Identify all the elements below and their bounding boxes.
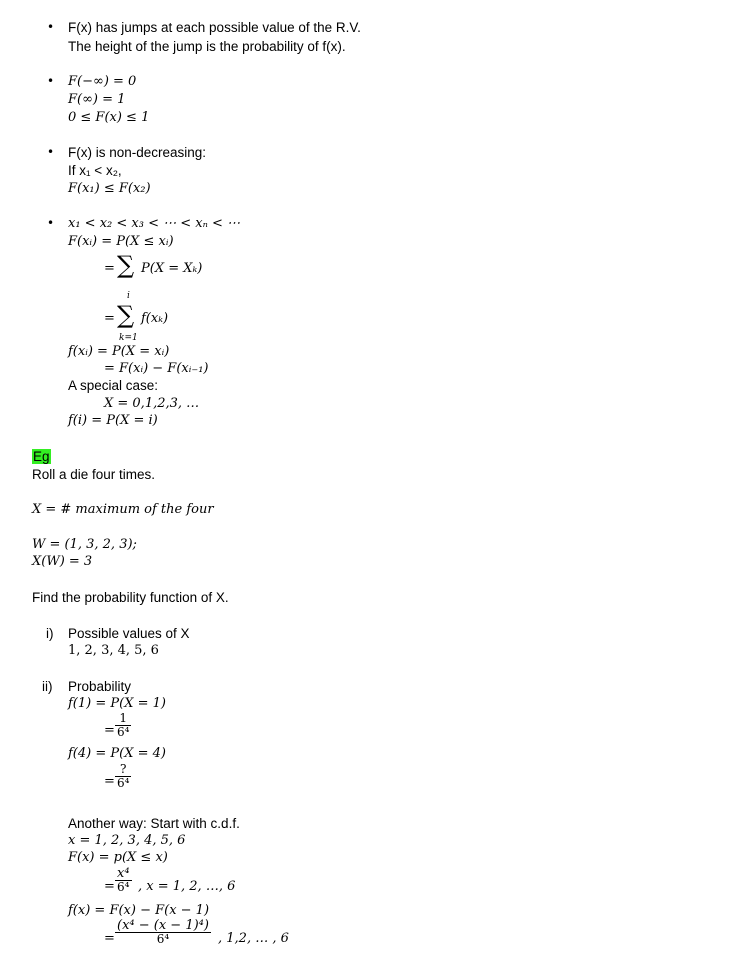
math-line: f(1) = P(X = 1)	[68, 696, 166, 711]
text-line: Probability	[68, 679, 132, 694]
bullet-dot: •	[47, 20, 55, 34]
text-line: Find the probability function of X.	[32, 590, 229, 605]
fraction-numerator: x⁴	[117, 866, 130, 881]
fraction	[115, 867, 132, 894]
math-line: X(W) = 3	[32, 554, 93, 569]
fraction	[115, 763, 131, 790]
math-line: x₁ < x₂ < x₃ < ⋯ < xₙ < ⋯	[68, 216, 241, 231]
equals-sign: =	[104, 931, 115, 946]
math-line: W = (1, 3, 2, 3);	[32, 537, 137, 552]
math-line: F(−∞) = 0	[68, 74, 137, 89]
text-line: If x₁ < x₂,	[68, 163, 122, 178]
equals-sign: =	[104, 261, 115, 276]
text-line: The height of the jump is the probability of f(x).	[68, 39, 346, 54]
equals-sign: =	[104, 879, 115, 894]
text-line: Possible values of X	[68, 626, 190, 641]
summation-symbol: ∑	[117, 301, 135, 329]
math-line: F(x) = p(X ≤ x)	[68, 850, 168, 865]
text-line: Another way: Start with c.d.f.	[68, 816, 240, 831]
list-marker: i)	[46, 626, 54, 641]
math-line: 1, 2, 3, 4, 5, 6	[68, 643, 159, 658]
fraction-numerator: (x⁴ − (x − 1)⁴)	[117, 918, 209, 933]
fraction-numerator: ?	[115, 763, 131, 777]
math-line: f(i) = P(X = i)	[68, 413, 158, 428]
math-line: = F(xᵢ) − F(xᵢ₋₁)	[104, 361, 209, 376]
math-line: x = 1, 2, 3, 4, 5, 6	[68, 833, 186, 848]
fraction-denominator: 6⁴	[117, 725, 130, 739]
fraction-denominator: 6⁴	[117, 776, 130, 790]
list-marker: ii)	[42, 679, 53, 694]
summation-symbol: ∑	[117, 251, 135, 279]
text-line: F(x) is non-decreasing:	[68, 145, 207, 160]
text-line: F(x) has jumps at each possible value of the R.V.	[68, 20, 361, 35]
bullet-dot: •	[47, 216, 55, 230]
math-line: , x = 1, 2, …, 6	[138, 879, 236, 894]
math-line: X = # maximum of the four	[32, 502, 214, 517]
text-line: Roll a die four times.	[32, 467, 156, 482]
fraction-denominator: 6⁴	[117, 880, 130, 894]
math-line: F(∞) = 1	[68, 92, 126, 107]
math-line: P(X = Xₖ)	[141, 261, 203, 276]
math-line: f(4) = P(X = 4)	[68, 746, 166, 761]
math-line: f(xᵢ) = P(X = xᵢ)	[68, 344, 170, 359]
equals-sign: =	[104, 723, 115, 738]
fraction-numerator: 1	[115, 712, 131, 726]
bullet-dot: •	[47, 145, 55, 159]
fraction	[115, 919, 211, 946]
sum-upper-limit: i	[127, 291, 130, 301]
math-line: , 1,2, … , 6	[218, 931, 289, 946]
text-line: A special case:	[68, 378, 159, 393]
fraction-denominator: 6⁴	[156, 932, 170, 946]
math-line: F(xᵢ) = P(X ≤ xᵢ)	[68, 234, 174, 249]
math-line: f(x) = F(x) − F(x − 1)	[68, 903, 210, 918]
highlighted-tag	[32, 448, 51, 465]
math-line: X = 0,1,2,3, …	[104, 396, 200, 411]
math-line: F(x₁) ≤ F(x₂)	[68, 181, 151, 196]
fraction	[115, 712, 131, 739]
bullet-dot: •	[47, 74, 55, 88]
equals-sign: =	[104, 774, 115, 789]
equals-sign: =	[104, 311, 115, 326]
eg-highlight: Eg	[33, 449, 50, 464]
math-line: 0 ≤ F(x) ≤ 1	[68, 110, 150, 125]
math-line: f(xₖ)	[141, 311, 169, 326]
sum-lower-limit: k=1	[119, 333, 138, 343]
